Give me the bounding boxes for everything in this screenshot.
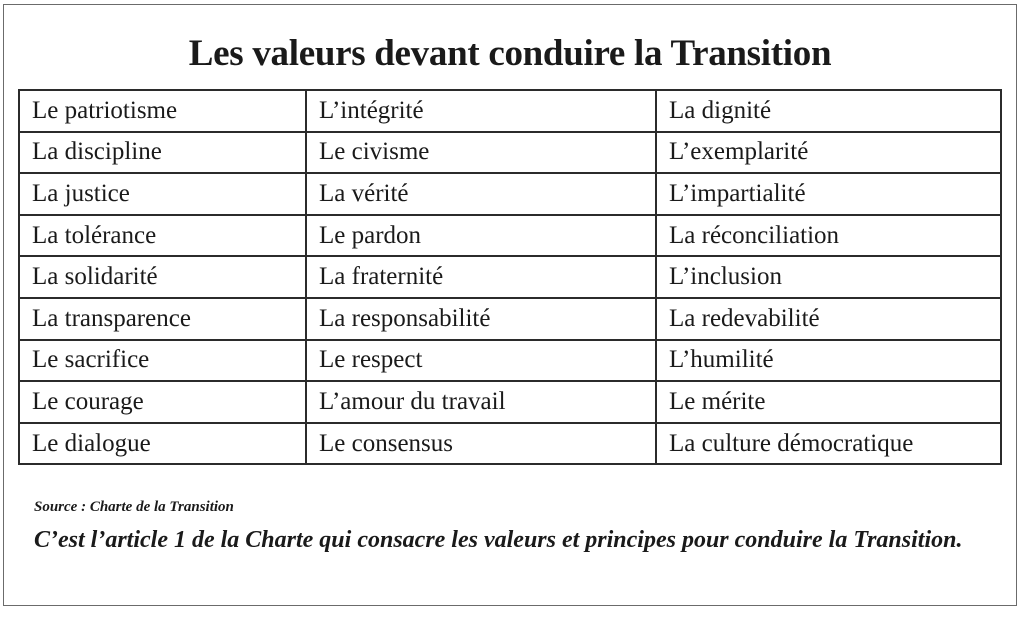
table-row bbox=[19, 381, 1001, 423]
page-title: Les valeurs devant conduire la Transition bbox=[188, 33, 832, 74]
table-cell: La redevabilité bbox=[656, 298, 1001, 340]
table-row bbox=[19, 215, 1001, 257]
table-cell: Le dialogue bbox=[19, 423, 306, 465]
table-cell: L’exemplarité bbox=[656, 132, 1001, 174]
table-cell: La discipline bbox=[19, 132, 306, 174]
table-cell: Le mérite bbox=[656, 381, 1001, 423]
table-cell: Le sacrifice bbox=[19, 340, 306, 382]
table-row bbox=[19, 173, 1001, 215]
table-row bbox=[19, 90, 1001, 132]
table-cell: La justice bbox=[19, 173, 306, 215]
table-cell: L’amour du travail bbox=[306, 381, 656, 423]
table-cell: La responsabilité bbox=[306, 298, 656, 340]
table-cell: L’humilité bbox=[656, 340, 1001, 382]
table-cell: L’impartialité bbox=[656, 173, 1001, 215]
table-cell: Le courage bbox=[19, 381, 306, 423]
table-cell: Le respect bbox=[306, 340, 656, 382]
table-row bbox=[19, 423, 1001, 465]
table-cell: Le civisme bbox=[306, 132, 656, 174]
table-cell: La solidarité bbox=[19, 256, 306, 298]
table-cell: La réconciliation bbox=[656, 215, 1001, 257]
table-cell: La culture démocratique bbox=[656, 423, 1001, 465]
table-cell: La transparence bbox=[19, 298, 306, 340]
table-cell: La fraternité bbox=[306, 256, 656, 298]
table-cell: Le consensus bbox=[306, 423, 656, 465]
table-cell: Le pardon bbox=[306, 215, 656, 257]
table-row bbox=[19, 298, 1001, 340]
caption-text: C’est l’article 1 de la Charte qui consacre les valeurs et principes pour conduire la Transition. bbox=[34, 527, 963, 553]
table-cell: Le patriotisme bbox=[19, 90, 306, 132]
values-table bbox=[18, 89, 1002, 465]
table-cell: La dignité bbox=[656, 90, 1001, 132]
table-cell: L’inclusion bbox=[656, 256, 1001, 298]
table-cell: La vérité bbox=[306, 173, 656, 215]
table-row bbox=[19, 132, 1001, 174]
source-note: Source : Charte de la Transition bbox=[34, 499, 234, 515]
document-frame bbox=[3, 4, 1017, 606]
table-row bbox=[19, 340, 1001, 382]
table-cell: L’intégrité bbox=[306, 90, 656, 132]
table-row bbox=[19, 256, 1001, 298]
table-cell: La tolérance bbox=[19, 215, 306, 257]
